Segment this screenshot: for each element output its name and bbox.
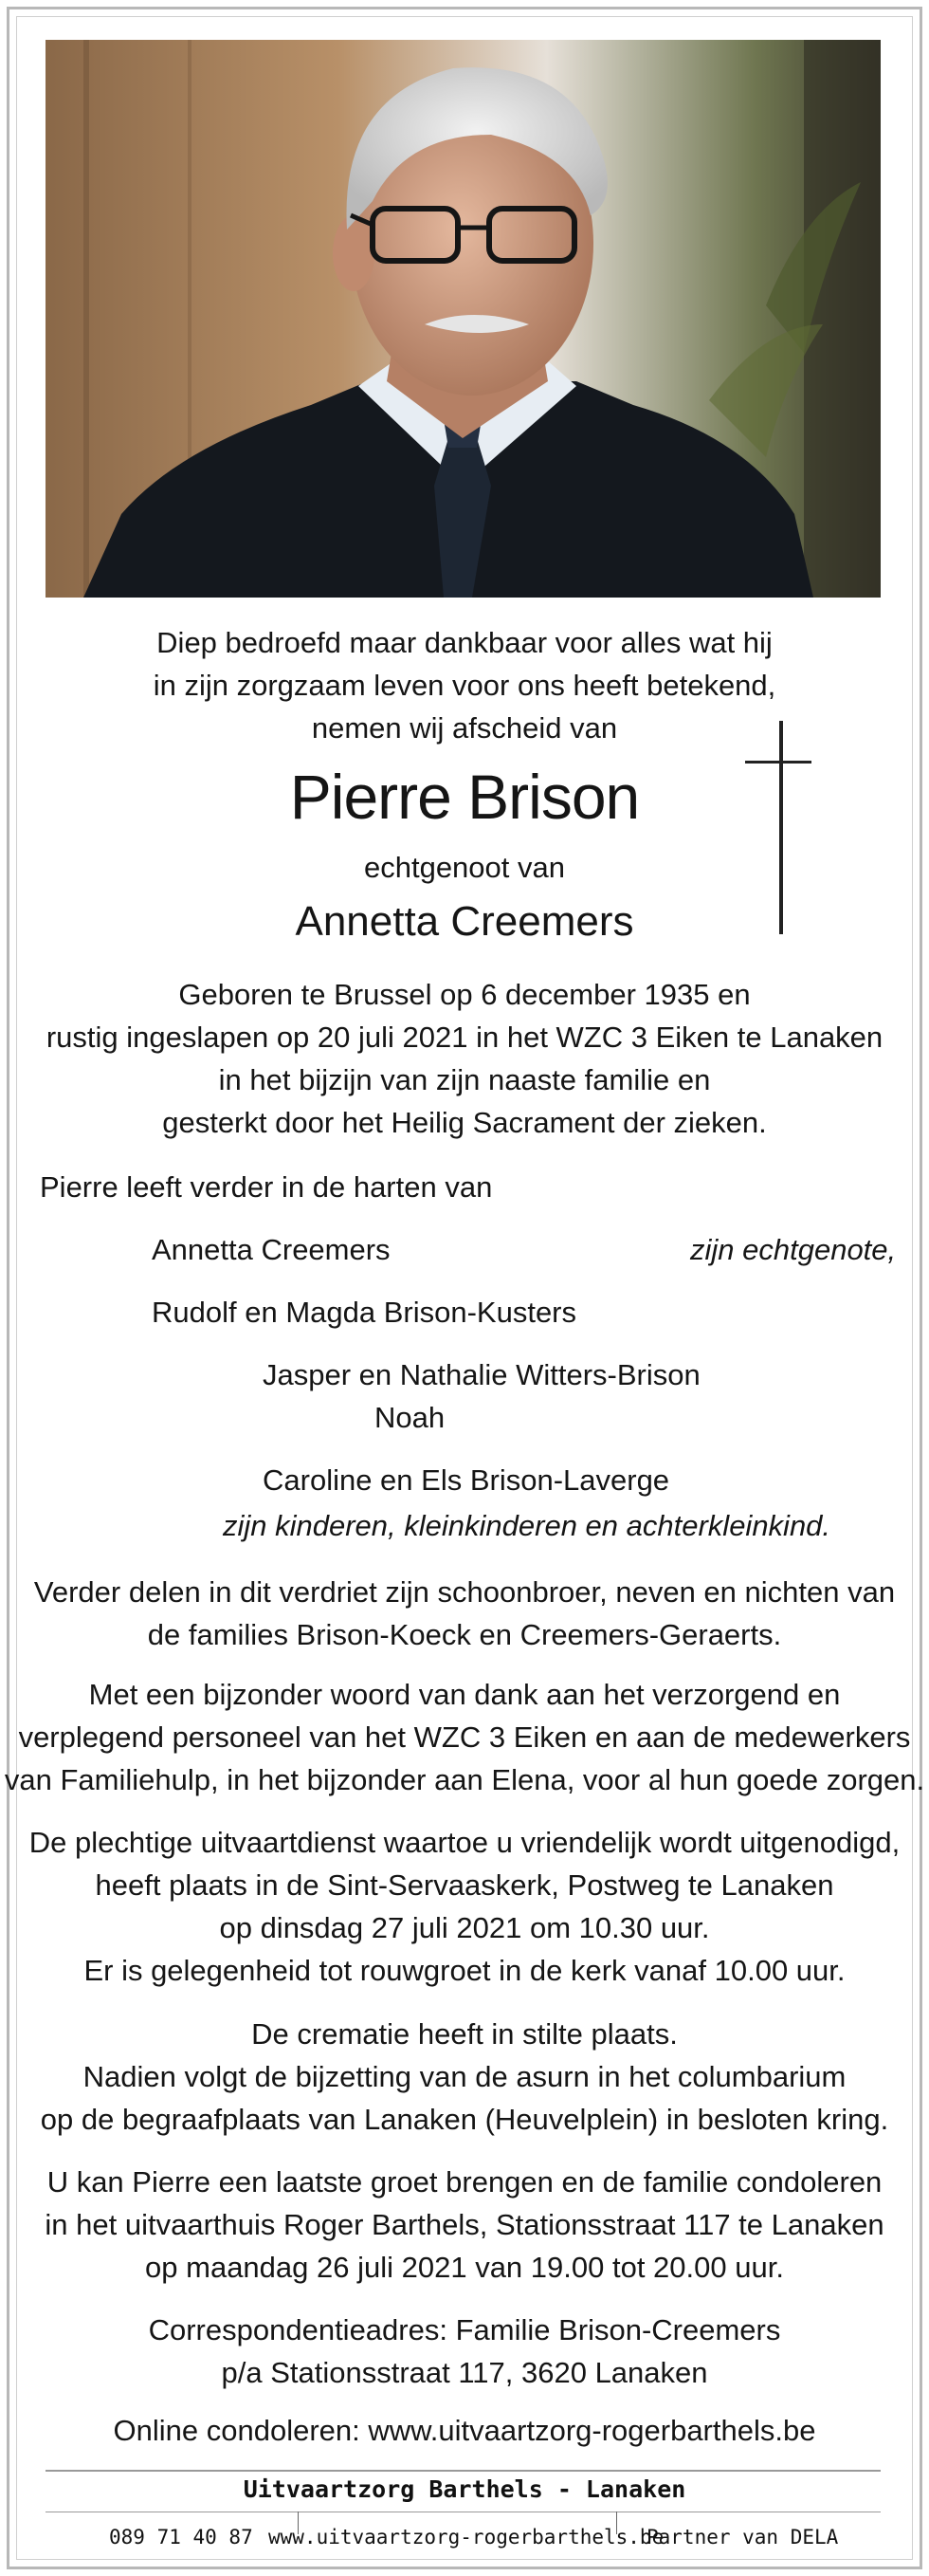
correspondence-line: Correspondentieadres: Familie Brison-Creemers: [148, 2313, 781, 2346]
service-line: De plechtige uitvaartdienst waartoe u vriendelijk wordt uitgenodigd,: [28, 1826, 901, 1859]
further-grief-line: de families Brison-Koeck en Creemers-Geraerts.: [147, 1618, 782, 1651]
cremation-line: Nadien volgt de bijzetting van de asurn in het columbarium: [82, 2060, 847, 2093]
correspondence-text: [0, 2309, 929, 2394]
birth-death-text: [0, 973, 929, 1144]
deceased-name-text: Pierre Brison: [289, 762, 640, 832]
intro-line: nemen wij afscheid van: [311, 711, 618, 745]
correspondence-line: p/a Stationsstraat 117, 3620 Lanaken: [221, 2356, 708, 2389]
thanks-text: [0, 1673, 929, 1801]
farewell-line: U kan Pierre een laatste groet brengen en de familie condoleren: [46, 2165, 883, 2199]
service-line: Er is gelegenheid tot rouwgroet in de kerk vanaf 10.00 uur.: [83, 1954, 846, 1987]
thanks-line: van Familiehulp, in het bijzonder aan Elena, voor al hun goede zorgen.: [4, 1763, 925, 1796]
footer-company: Uitvaartzorg Barthels - Lanaken: [243, 2475, 686, 2503]
thanks-line: verplegend personeel van het WZC 3 Eiken en aan de medewerkers: [18, 1720, 911, 1754]
intro-text: [0, 621, 929, 749]
online-condolences: [0, 2409, 929, 2452]
intro-line: in zijn zorgzaam leven voor ons heeft betekend,: [153, 669, 776, 702]
family-child-1: Rudolf en Magda Brison-Kusters: [152, 1296, 577, 1329]
footer-divider-top: [46, 2470, 881, 2472]
birth-death-line: gesterkt door het Heilig Sacrament der zieken.: [162, 1106, 767, 1139]
farewell-line: in het uitvaarthuis Roger Barthels, Stationsstraat 117 te Lanaken: [45, 2208, 884, 2241]
footer-website[interactable]: www.uitvaartzorg-rogerbarthels.be: [268, 2526, 665, 2548]
family-spouse: Annetta Creemers: [152, 1233, 391, 1266]
family-grandchild: Noah: [374, 1401, 446, 1434]
cross-bar-icon: [745, 761, 811, 764]
further-grief-text: [0, 1571, 929, 1656]
footer-partner: Partner van DELA: [647, 2526, 839, 2548]
spouse-name: [0, 895, 929, 948]
portrait-photo: [46, 40, 881, 598]
birth-death-line: rustig ingeslapen op 20 juli 2021 in het WZC 3 Eiken te Lanaken: [46, 1021, 883, 1054]
family-child-2: Jasper en Nathalie Witters-Brison: [263, 1358, 701, 1391]
relation-label: [0, 846, 929, 889]
cremation-text: [0, 2013, 929, 2141]
family-children-role: zijn kinderen, kleinkinderen en achterkleinkind.: [223, 1509, 831, 1542]
service-line: op dinsdag 27 juli 2021 om 10.30 uur.: [219, 1911, 710, 1944]
service-text: [0, 1821, 929, 1992]
farewell-line: op maandag 26 juli 2021 van 19.00 tot 20.00 uur.: [145, 2251, 784, 2284]
farewell-text: [0, 2161, 929, 2289]
footer-phone[interactable]: 089 71 40 87: [109, 2526, 253, 2548]
family-spouse-role: zijn echtgenote,: [690, 1233, 897, 1266]
family-child-3: Caroline en Els Brison-Laverge: [263, 1463, 670, 1497]
online-condolences-link[interactable]: Online condoleren: www.uitvaartzorg-rogerbarthels.be: [113, 2414, 816, 2447]
spouse-name-text: Annetta Creemers: [295, 898, 634, 945]
service-line: heeft plaats in de Sint-Servaaskerk, Postweg te Lanaken: [95, 1868, 834, 1902]
cremation-line: De crematie heeft in stilte plaats.: [251, 2017, 678, 2051]
cremation-line: op de begraafplaats van Lanaken (Heuvelplein) in besloten kring.: [40, 2103, 889, 2136]
deceased-name: [0, 759, 929, 835]
birth-death-line: in het bijzijn van zijn naaste familie en: [218, 1063, 711, 1096]
birth-death-line: Geboren te Brussel op 6 december 1935 en: [178, 978, 751, 1011]
further-grief-line: Verder delen in dit verdriet zijn schoonbroer, neven en nichten van: [33, 1575, 896, 1609]
lives-on-intro: Pierre leeft verder in de harten van: [40, 1170, 493, 1204]
cross-icon: [779, 721, 783, 934]
relation-label-text: echtgenoot van: [363, 851, 565, 884]
intro-line: Diep bedroefd maar dankbaar voor alles wat hij: [156, 626, 773, 659]
thanks-line: Met een bijzonder woord van dank aan het verzorgend en: [88, 1678, 841, 1711]
